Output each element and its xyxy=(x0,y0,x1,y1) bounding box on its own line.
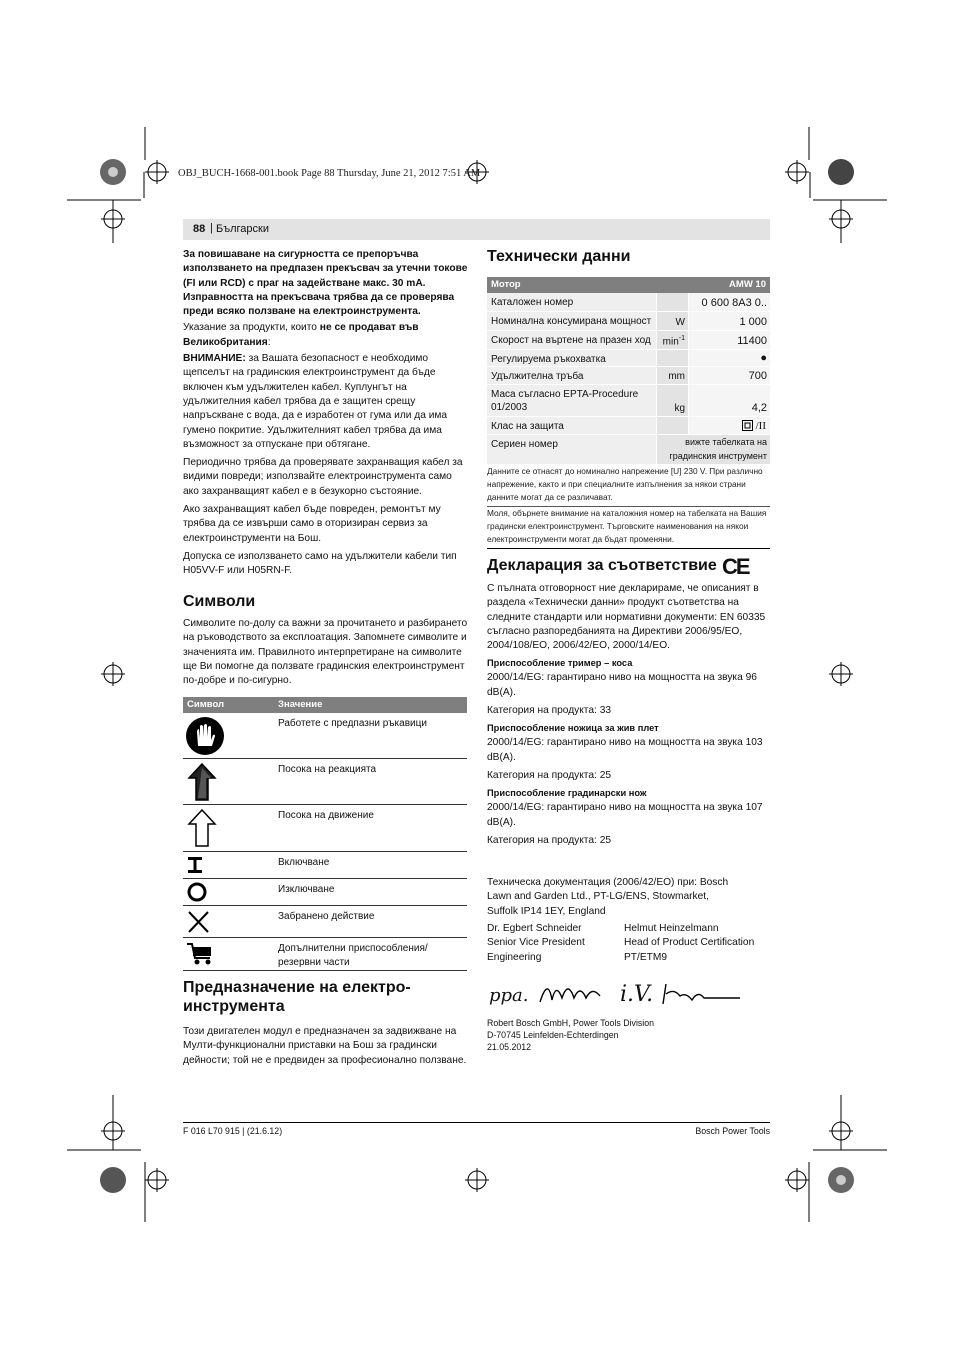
company-address: D-70745 Leinfelden-Echterdingen xyxy=(487,1030,619,1040)
warning-label: ВНИМАНИЕ: xyxy=(183,353,246,365)
symbols-title: Символи xyxy=(183,593,256,610)
page-header: 88 | Български xyxy=(183,219,770,240)
symbols-table-header xyxy=(183,697,467,713)
footer-divider xyxy=(183,1122,770,1123)
tech-unit: W xyxy=(675,317,685,328)
signatory-2-dept: PT/ETM9 xyxy=(624,951,668,963)
attachment-title: Приспособление ножица за жив плет xyxy=(487,723,659,734)
symbol-row xyxy=(183,906,467,938)
signatory-1-dept: Engineering xyxy=(487,951,542,963)
ce-mark-icon: CE xyxy=(722,554,749,579)
declaration-title: Декларация за съответствие xyxy=(487,557,717,574)
attachment-category: Категория на продукта: 25 xyxy=(487,769,612,781)
symbol-meaning: Включване xyxy=(278,857,330,868)
declaration-intro: С пълната отговорност ние декларираме, че описаният в раздела «Технически данни» продукт съответства на следните стандарти или нормативни документи: EN 60335 съгласно разпоредбанията на Директиви 2006/95/ЕО, 2004/108/ЕО, 2006/42/ЕО, 2000/14/ЕО. xyxy=(487,583,766,652)
tech-value: ● xyxy=(760,352,767,364)
signature-iv: i.V. xyxy=(620,982,654,1007)
tech-label: Сериен номер xyxy=(491,439,558,450)
tech-label: Номинална консумирана мощност xyxy=(491,316,652,327)
tech-row xyxy=(487,385,770,417)
tech-unit: mm xyxy=(668,371,685,382)
tech-value: 1 000 xyxy=(739,316,767,328)
tech-label: Скорост на въртене на празен ход xyxy=(491,335,651,346)
motor-label: Мотор xyxy=(491,279,521,290)
declaration-right-text xyxy=(487,582,770,852)
company-line: Robert Bosch GmbH, Power Tools Division xyxy=(487,1018,655,1028)
signature-ppa: ppa. xyxy=(489,985,529,1006)
tech-label: Каталожен номер xyxy=(491,297,574,308)
uk-note-colon: : xyxy=(267,336,271,348)
symbol-row xyxy=(183,805,467,852)
protection-class-icon xyxy=(742,420,753,431)
tech-label: Клас на защита xyxy=(491,421,564,432)
uk-note-text: Указание за продукти, които xyxy=(183,322,320,334)
warning-text: за Вашата безопасност е необходимо щепселът на градинския електроинструмент да бъде включен към удължителен кабел. Куплунгът на удължителния кабел трябва да е защитен срещу напръскване с вода, да е изработен от гума или да има гумено покритие. Удължителният кабел трябва да има възможност за отпускане при обтягане. xyxy=(183,353,448,450)
tech-unit: $\min^{-1}$ xyxy=(662,334,685,347)
safety-paragraph: За повишаване на сигурността се препоръчва използването на предпазен прекъсвач за утечни токове (FI или RCD) с праг на задействане макс. 30 mA. Изправността на прекъсвача трябва да се проверява преди всяко ползване на електроинструмента. xyxy=(183,249,468,318)
tech-value: 4,2 xyxy=(751,402,767,414)
symbol-meaning: Изключване xyxy=(278,884,335,895)
symbol-meaning: Работете с предпазни ръкавици xyxy=(278,718,427,729)
symbol-meaning: Посока на движение xyxy=(278,810,374,821)
footer-right: Bosch Power Tools xyxy=(695,1126,770,1136)
symbol-row xyxy=(183,852,467,879)
tech-label: Маса съгласно EPTA-Procedure 01/2003 xyxy=(491,389,639,413)
power-on-icon xyxy=(185,855,207,880)
footer-left: F 016 L70 915 | (21.6.12) xyxy=(183,1126,283,1136)
attachment-title: Приспособление тример – коса xyxy=(487,658,633,669)
attachment-noise: 2000/14/EG: гарантирано ниво на мощността на звука 96 dB(A). xyxy=(487,672,757,698)
tech-note-voltage: Данните се отнасят до номинално напрежение [U] 230 V. При различно напрежение, както и при специалните изпълнения за някои страни данните могат да се различават. xyxy=(487,465,770,507)
tech-label: Регулируема ръкохватка xyxy=(491,354,606,365)
tech-row xyxy=(487,367,770,385)
purpose-title xyxy=(183,978,411,1016)
tech-row xyxy=(487,435,770,465)
signatory-2 xyxy=(624,922,770,965)
symbol-row xyxy=(183,879,467,906)
symbol-column-header: Символ xyxy=(187,699,225,710)
signatory-1-title: Senior Vice President xyxy=(487,937,585,949)
cable-check-paragraph: Периодично трябва да проверявате захранващия кабел за видими повреди; използвайте електроинструмента само ако захранващият кабел е в безукорно състояние. xyxy=(183,457,463,497)
tech-unit: kg xyxy=(674,403,685,414)
cable-type-paragraph: Допуска се използването само на удължители кабели тип H05VV-F или H05RN-F. xyxy=(183,550,457,577)
company-date: 21.05.2012 xyxy=(487,1042,532,1052)
purpose-text: Този двигателен модул е предназначен за задвижване на Мулти-функционални приставки на Бош за градински дейности; той не е предвиден за професионално ползване. xyxy=(183,1026,467,1066)
symbol-row xyxy=(183,713,467,759)
page-number: 88 xyxy=(193,223,206,235)
symbol-row xyxy=(183,759,467,805)
uk-note-paragraph xyxy=(183,321,468,350)
gloves-icon xyxy=(185,716,225,761)
tech-value: 0 600 8A3 0.. xyxy=(701,297,767,309)
tech-row xyxy=(487,331,770,350)
warning-paragraph xyxy=(183,352,468,452)
attachment-noise: 2000/14/EG: гарантирано ниво на мощността на звука 103 dB(A). xyxy=(487,737,763,763)
signatory-2-name: Helmut Heinzelmann xyxy=(624,923,719,934)
tech-value: 11400 xyxy=(737,335,767,347)
tech-value: 700 xyxy=(748,370,767,382)
reaction-arrow-icon xyxy=(185,762,219,807)
tech-row xyxy=(487,350,770,367)
left-column xyxy=(183,248,468,583)
tech-row xyxy=(487,312,770,331)
attachment-category: Категория на продукта: 33 xyxy=(487,705,612,717)
page-language: Български xyxy=(216,223,269,235)
tech-value: вижте табелката на градинския инструмент xyxy=(669,437,767,461)
purpose-title-line1: Предназначение на електро- xyxy=(183,979,411,996)
signatory-1 xyxy=(487,922,617,965)
tech-note-catalog: Моля, обърнете внимание на каталожния номер на табелката на Вашия градински електроинструмент. Търговските наименования на някои електроинструменти могат да бъдат променяни. xyxy=(487,507,770,549)
attachment-noise: 2000/14/EG: гарантирано ниво на мощността на звука 107 dB(A). xyxy=(487,802,763,828)
signatory-2-title: Head of Product Certification xyxy=(624,937,755,949)
attachment-category: Категория на продукта: 25 xyxy=(487,834,612,846)
tech-table-header xyxy=(487,277,770,293)
shopping-cart-icon xyxy=(185,941,215,972)
symbol-row xyxy=(183,938,467,971)
tech-data-title: Технически данни xyxy=(487,248,631,265)
signatory-1-name: Dr. Egbert Schneider xyxy=(487,923,582,934)
tech-row xyxy=(487,293,770,312)
tech-value: /II xyxy=(755,420,766,432)
symbol-meaning: Допълнителни приспособления/ резервни части xyxy=(278,943,428,968)
power-off-icon xyxy=(185,881,209,908)
symbol-meaning: Посока на реакцията xyxy=(278,764,377,775)
symbols-intro: Символите по-долу са важни за прочитането и разбирането на ръководството за експлоатация. Запомнете символите и значенията им. Правилното интерпретиране на символите ще Ви помогне да ползвате градинския електроинструмент по-добре и по-сигурно. xyxy=(183,618,468,687)
symbol-meaning: Забранено действие xyxy=(278,911,375,922)
tech-row xyxy=(487,417,770,435)
uk-note-bold: не се продават във Великобритания xyxy=(183,322,419,348)
handwritten-signatures xyxy=(530,972,770,1012)
tech-label: Удължителна тръба xyxy=(491,371,584,382)
cable-repair-paragraph: Ако захранващият кабел бъде повреден, ремонтът му трябва да се извърши само в оторизиран сервиз за електроинструменти на Бош. xyxy=(183,504,441,544)
meaning-column-header: Значение xyxy=(278,699,323,710)
company-info xyxy=(487,1017,654,1053)
attachment-title: Приспособление градинарски нож xyxy=(487,788,647,799)
crop-header-text: OBJ_BUCH-1668-001.book Page 88 Thursday, June 21, 2012 7:51 AM xyxy=(178,168,481,179)
purpose-title-line2: инструмента xyxy=(183,998,285,1015)
tech-documentation: Техническа документация (2006/42/ЕО) при: Bosch Lawn and Garden Ltd., PT-LG/ENS, Stowmarket, Suffolk IP14 1EY, England xyxy=(487,877,729,917)
model-label: AMW 10 xyxy=(729,279,766,290)
movement-arrow-icon xyxy=(185,808,219,853)
forbidden-icon xyxy=(185,909,211,940)
